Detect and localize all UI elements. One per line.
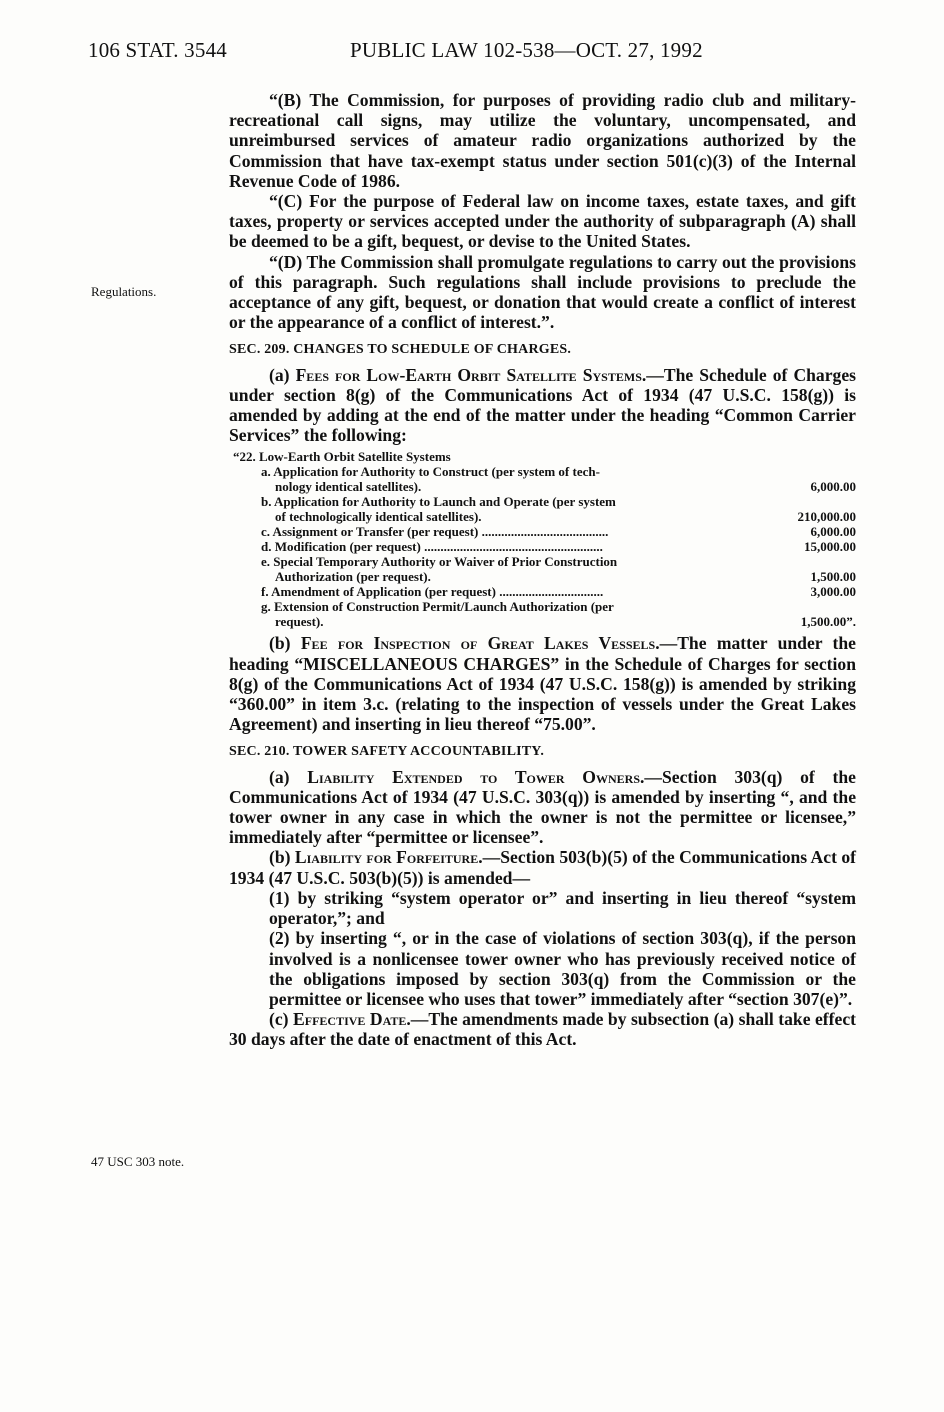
section-210-b-item-2: (2) by inserting “, or in the case of violations of section 303(q), if the person involved is a nonlicensee tower owner who has previously received notice of the obligations imposed by section 303(q) from the Commission or the permittee or licensee who uses that tower” immediately after “section 307(e)”. <box>269 928 856 1009</box>
section-209-a-caption: Fees for Low-Earth Orbit Satellite Systems. <box>295 364 647 385</box>
public-law-title: PUBLIC LAW 102-538—OCT. 27, 1992 <box>350 38 703 62</box>
section-210-c-text: —The amendments made by subsection (a) shall take effect 30 days after the date of enactment of this Act. <box>229 1009 856 1050</box>
fee-row <box>261 464 856 494</box>
fee-row <box>261 599 856 629</box>
stat-page-number: 106 STAT. 3544 <box>88 38 227 62</box>
fee-desc-cont: Authorization (per request). <box>275 569 431 585</box>
fee-amount: 6,000.00 <box>810 479 856 495</box>
fee-desc-cont: request). <box>275 614 324 630</box>
section-210-a-text: —Section 303(q) of the Communications Act of 1934 (47 U.S.C. 303(q)) is amended by inserting “, and the tower owner in any case in which the owner is not the permittee or licensee,” immediately after “permittee or licensee”. <box>229 766 856 848</box>
paragraph-c: “(C) For the purpose of Federal law on income taxes, estate taxes, and gift taxes, property or services accepted under the authority of subparagraph (A) shall be deemed to be a gift, bequest, or devise to the United States. <box>229 191 856 252</box>
fee-desc: c. Assignment or Transfer (per request) ....................................... <box>261 524 609 540</box>
fee-desc-cont: nology identical satellites). <box>275 479 422 495</box>
section-210-a-caption: Liability Extended to Tower Owners. <box>307 766 645 787</box>
fee-desc: g. Extension of Construction Permit/Launch Authorization (per <box>261 599 614 615</box>
fee-amount: 1,500.00”. <box>800 614 856 630</box>
fee-amount: 15,000.00 <box>804 539 856 555</box>
fee-desc: d. Modification (per request) ....................................................... <box>261 539 603 555</box>
document-body <box>229 90 856 1050</box>
margin-note-regulations: Regulations. <box>91 284 157 299</box>
paragraph-d: “(D) The Commission shall promulgate regulations to carry out the provisions of this paragraph. Such regulations shall include provisions to preclude the acceptance of any gift, bequest, or donation that would create a conflict of interest or the appearance of a conflict of interest.”. <box>229 251 856 333</box>
section-210-a <box>229 767 856 848</box>
section-209-b-caption: Fee for Inspection of Great Lakes Vessels. <box>300 633 660 654</box>
paragraph-b: “(B) The Commission, for purposes of providing radio club and military-recreational call signs, may utilize the voluntary, uncompensated, and unreimbursed services of amateur radio organizations authorized by the Commission that have tax-exempt status under section 501(c)(3) of the Internal Revenue Code of 1986. <box>229 90 856 191</box>
fee-row <box>261 539 856 554</box>
section-210-a-label: (a) <box>269 766 308 787</box>
section-209-b-text: —The matter under the heading “MISCELLANEOUS CHARGES” in the Schedule of Charges for section 8(g) of the Communications Act of 1934 (47 U.S.C. 158(g)) is amended by striking “360.00” in item 3.c. (relating to the inspection of vessels under the Great Lakes Agreement) and inserting in lieu thereof “75.00”. <box>229 633 856 735</box>
section-209-b <box>229 633 856 734</box>
fee-row <box>261 494 856 524</box>
fee-desc: e. Special Temporary Authority or Waiver of Prior Construction <box>261 554 618 570</box>
fee-desc: a. Application for Authority to Construct (per system of tech- <box>261 464 600 480</box>
section-210-heading: SEC. 210. TOWER SAFETY ACCOUNTABILITY. <box>229 744 545 760</box>
fee-row <box>261 524 856 539</box>
section-210-c-caption: Effective Date. <box>293 1009 411 1030</box>
section-209-a-label: (a) <box>269 364 296 385</box>
section-209-b-label: (b) <box>269 633 301 654</box>
section-209-heading: SEC. 209. CHANGES TO SCHEDULE OF CHARGES. <box>229 342 572 358</box>
section-210-b <box>229 847 856 887</box>
fee-desc-cont: of technologically identical satellites). <box>275 509 482 525</box>
section-210-c <box>229 1009 856 1049</box>
section-209-a <box>229 365 856 446</box>
fee-amount: 6,000.00 <box>810 524 856 540</box>
section-210-b-item-1: (1) by striking “system operator or” and inserting in lieu thereof “system operator,”; and <box>269 887 856 929</box>
section-210-c-label: (c) <box>269 1009 293 1030</box>
fee-row <box>261 584 856 599</box>
fee-desc: f. Amendment of Application (per request) ................................ <box>261 584 604 600</box>
section-210-b-label: (b) <box>269 847 295 868</box>
fee-amount: 210,000.00 <box>797 509 856 525</box>
fee-schedule <box>229 449 856 629</box>
fee-schedule-heading: “22. Low-Earth Orbit Satellite Systems <box>233 449 451 465</box>
section-210-b-text: —Section 503(b)(5) of the Communications Act of 1934 (47 U.S.C. 503(b)(5)) is amended— <box>229 847 856 888</box>
fee-desc: b. Application for Authority to Launch and Operate (per system <box>261 494 616 510</box>
fee-amount: 3,000.00 <box>810 584 856 600</box>
section-209-a-text: —The Schedule of Charges under section 8(g) of the Communications Act of 1934 (47 U.S.C. 158(g)) is amended by adding at the end of the matter under the heading “Common Carrier Services” the following: <box>229 364 856 446</box>
fee-amount: 1,500.00 <box>810 569 856 585</box>
margin-note-usc: 47 USC 303 note. <box>91 1154 185 1169</box>
fee-row <box>261 554 856 584</box>
section-210-b-caption: Liability for Forfeiture. <box>294 847 483 868</box>
